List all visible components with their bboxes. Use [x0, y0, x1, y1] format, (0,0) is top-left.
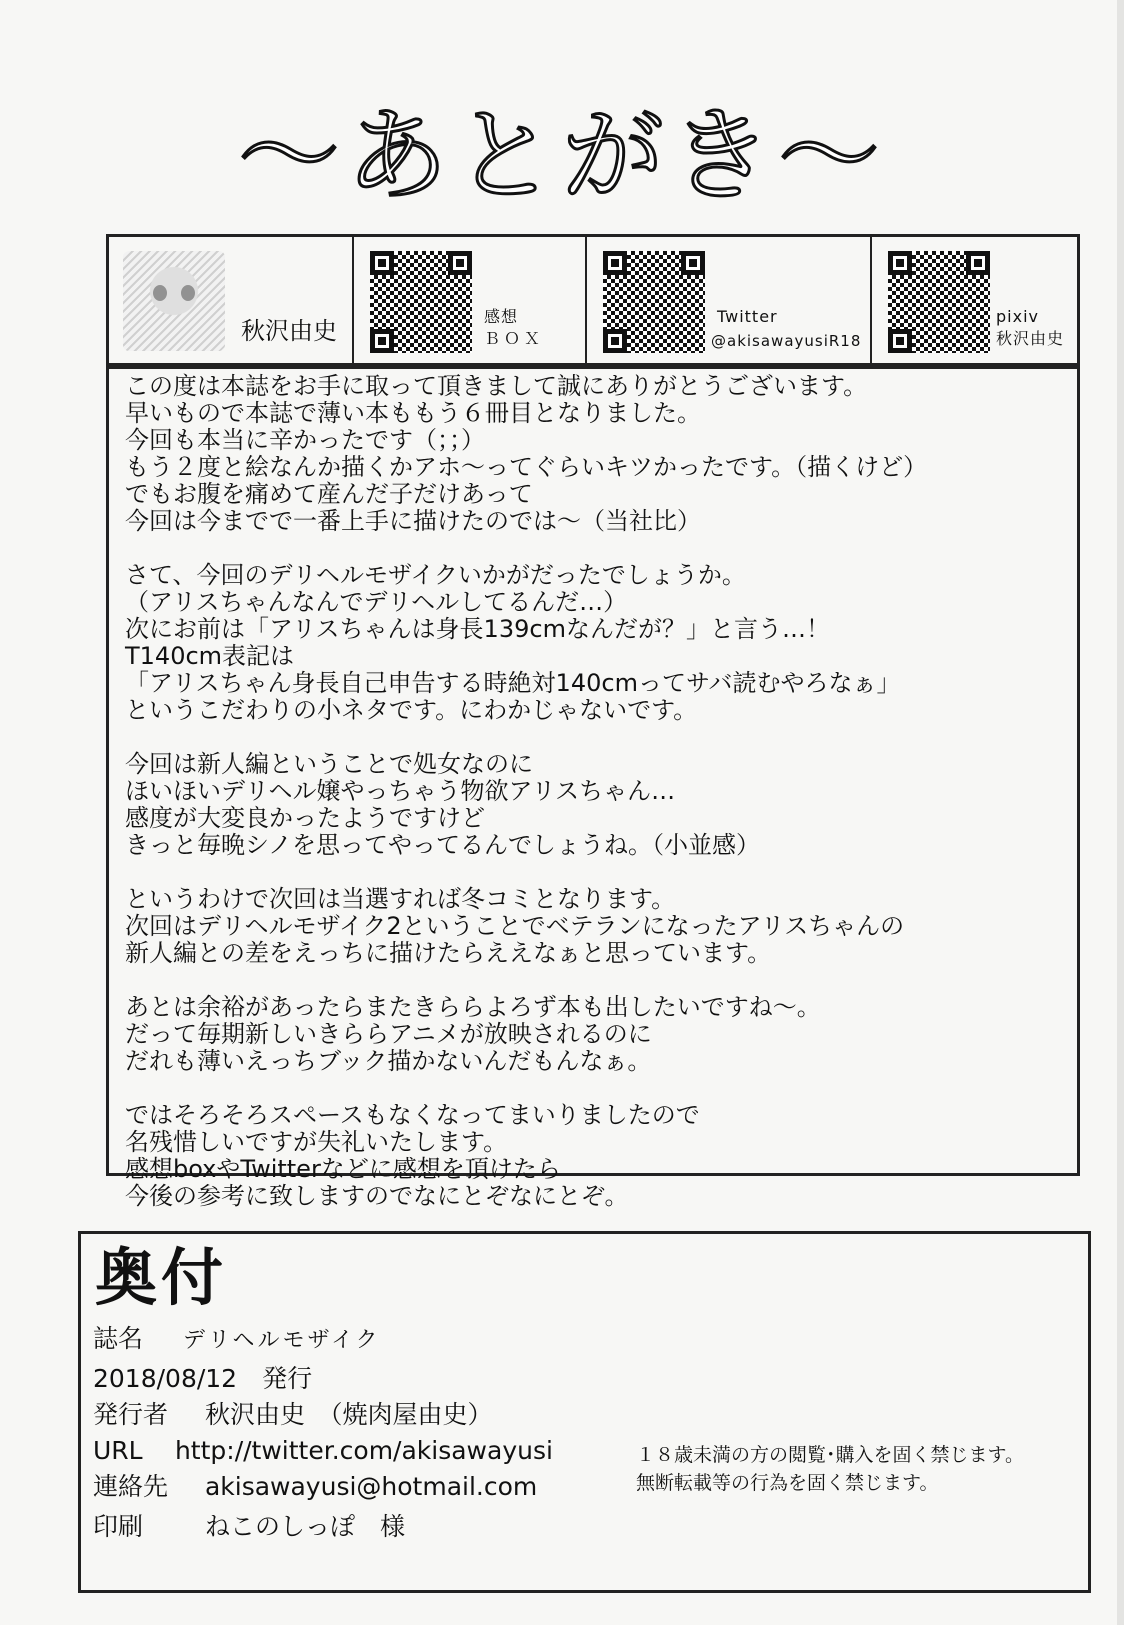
afterword-line: ではそろそろスペースもなくなってまいりましたので: [125, 1101, 700, 1129]
afterword-line: （アリスちゃんなんでデリヘルしてるんだ…）: [125, 588, 628, 616]
colophon-key: URL: [93, 1436, 143, 1465]
afterword-line: ほいほいデリヘル嬢やっちゃう物欲アリスちゃん…: [125, 777, 676, 805]
pixiv-label: pixiv: [996, 307, 1039, 326]
paragraph-gap: [125, 724, 1065, 751]
twitter-qr-code-icon[interactable]: [603, 251, 705, 353]
qr-finder-top-right: [448, 251, 472, 275]
paragraph-gap: [125, 1075, 1065, 1102]
age-restriction-notice: １８歳未満の方の閲覧･購入を固く禁じます。: [636, 1444, 1024, 1466]
afterword-text: [125, 373, 1065, 1210]
afterword-line: 感想boxやTwitterなどに感想を頂けたら: [125, 1155, 561, 1183]
colophon-key: 発行者: [93, 1400, 169, 1429]
colophon-url-link[interactable]: http://twitter.com/akisawayusi: [174, 1436, 553, 1465]
qr-finder-top-left: [603, 251, 627, 275]
colophon-key: 誌名: [93, 1324, 144, 1353]
afterword-line: もう２度と絵なんか描くかアホ～ってぐらいキツかったです。（描くけど）: [125, 453, 928, 481]
colophon-title: 奥付: [95, 1241, 228, 1314]
qr-finder-top-right: [966, 251, 990, 275]
no-reprint-notice: 無断転載等の行為を固く禁じます。: [636, 1472, 939, 1494]
paragraph-gap: [125, 967, 1065, 994]
colophon-row-date: [93, 1364, 312, 1394]
qr-finder-top-left: [370, 251, 394, 275]
author-avatar: [123, 251, 225, 351]
twitter-label: Twitter: [717, 307, 778, 326]
author-cell: [109, 237, 354, 363]
avatar-eye-right: [181, 285, 195, 301]
afterword-line: 今回は今までで一番上手に描けたのでは～（当社比）: [125, 507, 701, 535]
qr-finder-top-left: [888, 251, 912, 275]
afterword-line: というこだわりの小ネタです。にわかじゃないです。: [125, 696, 698, 724]
pixiv-cell[interactable]: [872, 237, 1077, 363]
colophon-key: 印刷: [93, 1512, 144, 1541]
colophon-row-title: [93, 1324, 381, 1356]
afterword-line: だれも薄いえっちブック描かないんだもんなぁ。: [125, 1047, 652, 1075]
feedback-box-cell[interactable]: [354, 237, 587, 363]
colophon-value: 秋沢由史 （焼肉屋由史）: [204, 1400, 493, 1429]
afterword-line: 「アリスちゃん身長自己申告する時絶対140cmってサバ読むやろなぁ」: [125, 669, 901, 697]
afterword-line: 今回は新人編ということで処女なのに: [125, 750, 533, 778]
afterword-line: 早いもので本誌で薄い本ももう６冊目となりました。: [125, 399, 701, 427]
afterword-line: 次にお前は「アリスちゃんは身長139cmなんだが？」と言う…！: [125, 615, 830, 643]
paragraph-gap: [125, 859, 1065, 886]
pixiv-name: 秋沢由史: [996, 329, 1065, 348]
qr-finder-bottom-left: [888, 329, 912, 353]
afterword-line: 次回はデリヘルモザイク2ということでベテランになったアリスちゃんの: [125, 912, 905, 940]
author-name: 秋沢由史: [241, 317, 337, 345]
afterword-line: この度は本誌をお手に取って頂きまして誠にありがとうございます。: [125, 372, 868, 400]
afterword-line: きっと毎晩シノを思ってやってるんでしょうね。（小並感）: [125, 831, 761, 859]
page-title: ～あとがき～: [238, 97, 886, 216]
afterword-line: でもお腹を痛めて産んだ子だけあって: [125, 480, 533, 508]
qr-finder-bottom-left: [603, 329, 627, 353]
afterword-line: 今回も本当に辛かったです（；；）: [125, 426, 485, 454]
qr-finder-top-right: [681, 251, 705, 275]
page-edge: [1117, 0, 1124, 1625]
colophon-value: ねこのしっぽ 様: [204, 1512, 405, 1541]
colophon-email-link[interactable]: akisawayusi@hotmail.com: [204, 1472, 538, 1501]
afterword-line: T140cm表記は: [125, 642, 295, 670]
pixiv-qr-code-icon[interactable]: [888, 251, 990, 353]
afterword-line: あとは余裕があったらまたきららよろず本も出したいですね～。: [125, 993, 821, 1021]
colophon-key: 連絡先: [93, 1472, 169, 1501]
afterword-line: 感度が大変良かったようですけど: [125, 804, 485, 832]
afterword-line: さて、今回のデリヘルモザイクいかがだったでしょうか。: [125, 561, 746, 589]
afterword-line: 名残惜しいですが失礼いたします。: [125, 1128, 508, 1156]
colophon-box: [78, 1231, 1091, 1593]
feedback-qr-code-icon[interactable]: [370, 251, 472, 353]
afterword-line: というわけで次回は当選すれば冬コミとなります。: [125, 885, 676, 913]
twitter-handle[interactable]: @akisawayusiR18: [711, 332, 862, 350]
paragraph-gap: [125, 535, 1065, 562]
twitter-cell[interactable]: [587, 237, 872, 363]
colophon-row-contact: [93, 1472, 537, 1502]
afterword-line: 今後の参考に致しますのでなにとぞなにとぞ。: [125, 1182, 629, 1210]
feedback-box-label-2: ＢＯＸ: [484, 329, 545, 348]
afterword-box: [106, 366, 1080, 1210]
qr-finder-bottom-left: [370, 329, 394, 353]
afterword-line: だって毎期新しいきららアニメが放映されるのに: [125, 1020, 652, 1048]
avatar-eye-left: [153, 285, 167, 301]
author-links-row: [106, 234, 1080, 366]
colophon-row-printer: [93, 1512, 405, 1542]
feedback-box-label-1: 感想: [484, 307, 519, 326]
afterword-line: 新人編との差をえっちに描けたらええなぁと思っています。: [125, 939, 772, 967]
colophon-value: 2018/08/12 発行: [93, 1364, 313, 1393]
colophon-row-url: [93, 1436, 553, 1466]
colophon-row-publisher: [93, 1400, 492, 1430]
colophon-value: デリヘルモザイク: [182, 1328, 381, 1353]
